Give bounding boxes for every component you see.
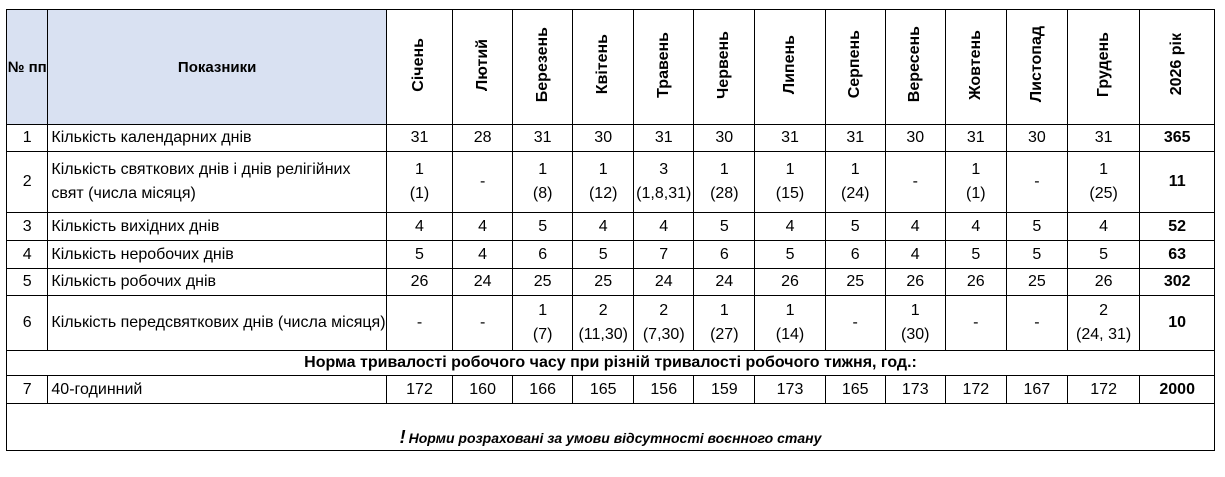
month-value: 172 (386, 376, 452, 404)
month-label: Серпень (846, 30, 864, 99)
month-value (513, 296, 573, 351)
table-row (7, 125, 1215, 152)
header-year-total (1140, 10, 1215, 125)
month-value (513, 125, 573, 152)
note-row (7, 404, 1215, 451)
value-line: 6 (850, 245, 860, 263)
value-line: 1 (971, 161, 981, 178)
month-label: Вересень (906, 26, 924, 103)
month-value (755, 269, 825, 296)
exclamation-icon: ! (399, 427, 406, 447)
month-value (825, 241, 885, 269)
value-line: 25 (533, 273, 552, 290)
month-label: Грудень (1094, 31, 1112, 98)
working-time-table (6, 9, 1215, 451)
month-label: Квітень (594, 34, 612, 95)
value-line: (27) (710, 326, 739, 343)
month-value (634, 241, 694, 269)
month-value (694, 296, 755, 351)
month-value (386, 269, 452, 296)
month-value (945, 152, 1006, 213)
value-line: 31 (654, 129, 673, 146)
value-line: (7,30) (642, 326, 685, 343)
month-value (694, 125, 755, 152)
value-line: 5 (538, 217, 548, 235)
month-value (694, 213, 755, 241)
norm-row (7, 376, 1215, 404)
row-indicator: Кількість календарних днів (48, 125, 386, 152)
value-line: (15) (775, 185, 805, 202)
value-line: 26 (1094, 273, 1113, 290)
value-line: 5 (850, 217, 860, 235)
year-total-value: 10 (1140, 296, 1215, 351)
year-total-value: 365 (1140, 125, 1215, 152)
value-line: 25 (846, 273, 865, 290)
value-line: 4 (659, 217, 669, 235)
value-line: - (973, 314, 979, 331)
value-line: 24 (654, 273, 673, 290)
month-label: Січень (410, 37, 428, 92)
month-value (386, 125, 452, 152)
header-month (755, 10, 825, 125)
month-value: 173 (885, 376, 945, 404)
value-line: 4 (415, 217, 424, 235)
month-value (453, 241, 513, 269)
month-value (573, 296, 634, 351)
value-line: 26 (781, 273, 799, 290)
month-value (694, 241, 755, 269)
month-value (573, 125, 634, 152)
month-value: 156 (634, 376, 694, 404)
month-value (825, 125, 885, 152)
month-value (513, 241, 573, 269)
month-value (453, 152, 513, 213)
value-line: 31 (533, 129, 552, 146)
month-value (1067, 241, 1139, 269)
table-row (7, 269, 1215, 296)
month-value (694, 269, 755, 296)
header-month (825, 10, 885, 125)
table-body (7, 125, 1215, 451)
year-total-value: 302 (1140, 269, 1215, 296)
header-month (453, 10, 513, 125)
month-value (634, 125, 694, 152)
row-number: 2 (7, 152, 48, 213)
value-line: - (1034, 173, 1040, 190)
value-line: 25 (594, 273, 613, 290)
value-line: 4 (910, 217, 920, 235)
value-line: - (1034, 314, 1040, 331)
value-line: 31 (781, 129, 799, 146)
month-value (755, 152, 825, 213)
month-label: Липень (781, 34, 799, 95)
month-value (386, 241, 452, 269)
value-line: 7 (659, 245, 669, 263)
table-row (7, 241, 1215, 269)
value-line: 5 (598, 245, 608, 263)
value-line: - (479, 314, 486, 331)
value-line: 1 (719, 161, 729, 178)
header-month (1006, 10, 1067, 125)
month-value (453, 269, 513, 296)
value-line: 4 (598, 217, 608, 235)
month-value (573, 269, 634, 296)
row-indicator: Кількість передсвяткових днів (числа місяця) (48, 296, 386, 351)
month-value (1006, 296, 1067, 351)
month-value (755, 125, 825, 152)
value-line: 1 (850, 161, 860, 178)
month-value: 165 (825, 376, 885, 404)
header-month (386, 10, 452, 125)
month-label: Жовтень (966, 29, 984, 100)
month-value (945, 296, 1006, 351)
month-value: 166 (513, 376, 573, 404)
value-line: 5 (415, 245, 424, 263)
value-line: 26 (906, 273, 925, 290)
header-row (7, 10, 1215, 125)
value-line: 24 (473, 273, 492, 290)
value-line: 1 (538, 302, 548, 319)
row-number: 4 (7, 241, 48, 269)
month-value (513, 152, 573, 213)
value-line: (25) (1089, 185, 1118, 202)
month-value (945, 269, 1006, 296)
year-total-value: 63 (1140, 241, 1215, 269)
value-line: 1 (538, 161, 548, 178)
header-number: № пп (7, 10, 48, 125)
value-line: 4 (1099, 217, 1109, 235)
value-line: 26 (966, 273, 985, 290)
month-value: 165 (573, 376, 634, 404)
month-value (885, 296, 945, 351)
month-value: 172 (1067, 376, 1139, 404)
value-line: 30 (906, 129, 925, 146)
month-value (945, 241, 1006, 269)
month-value: 173 (755, 376, 825, 404)
month-value (755, 241, 825, 269)
month-value (634, 152, 694, 213)
month-value (885, 241, 945, 269)
month-value (453, 125, 513, 152)
month-value (386, 152, 452, 213)
value-line: 5 (785, 245, 795, 263)
month-value (453, 213, 513, 241)
month-value (1067, 152, 1139, 213)
row-indicator: Кількість робочих днів (48, 269, 386, 296)
month-label: Червень (715, 30, 733, 99)
month-value: 172 (945, 376, 1006, 404)
month-value (945, 213, 1006, 241)
month-value (885, 269, 945, 296)
month-value (1006, 269, 1067, 296)
value-line: - (416, 314, 423, 331)
month-value (453, 296, 513, 351)
month-label: Листопад (1027, 26, 1045, 103)
value-line: 6 (538, 245, 548, 263)
value-line: 31 (846, 129, 865, 146)
month-value (634, 296, 694, 351)
month-value (573, 213, 634, 241)
value-line: 5 (1032, 217, 1042, 235)
row-indicator: Кількість неробочих днів (48, 241, 386, 269)
month-value: 160 (453, 376, 513, 404)
value-line: - (912, 173, 918, 190)
norm-heading-row (7, 351, 1215, 376)
value-line: 4 (478, 217, 488, 235)
note-cell (7, 404, 1215, 451)
table-row (7, 296, 1215, 351)
value-line: (11,30) (578, 326, 628, 343)
value-line: 1 (1099, 161, 1109, 178)
month-value (1006, 152, 1067, 213)
row-indicator: Кількість вихідних днів (48, 213, 386, 241)
value-line: (24) (840, 185, 870, 202)
month-value (1006, 213, 1067, 241)
month-label: Березень (533, 26, 551, 103)
header-month (573, 10, 634, 125)
month-value (1006, 241, 1067, 269)
month-value (755, 213, 825, 241)
row-number: 3 (7, 213, 48, 241)
value-line: 31 (966, 129, 985, 146)
year-total-value: 52 (1140, 213, 1215, 241)
value-line: 4 (910, 245, 920, 263)
value-line: 4 (785, 217, 795, 235)
table-row (7, 152, 1215, 213)
value-line: - (852, 314, 858, 331)
norm-heading: Норма тривалості робочого часу при різній тривалості робочого тижня, год.: (7, 351, 1215, 376)
value-line: 26 (410, 273, 429, 290)
month-value (513, 213, 573, 241)
note-text: Норми розраховані за умови відсутності воєнного стану (408, 430, 822, 446)
month-value (885, 213, 945, 241)
month-value (386, 213, 452, 241)
row-number: 7 (7, 376, 48, 404)
month-value (825, 269, 885, 296)
value-line: 4 (971, 217, 981, 235)
header-month (885, 10, 945, 125)
header-indicators: Показники (48, 10, 386, 125)
month-value (885, 125, 945, 152)
value-line: 1 (785, 302, 795, 319)
value-line: 3 (659, 161, 669, 178)
month-value (945, 125, 1006, 152)
month-value (634, 213, 694, 241)
value-line: 25 (1027, 273, 1046, 290)
month-value (634, 269, 694, 296)
header-month (634, 10, 694, 125)
month-value: 167 (1006, 376, 1067, 404)
value-line: (1) (409, 185, 430, 202)
year-total-value: 2000 (1140, 376, 1215, 404)
month-value (1067, 296, 1139, 351)
value-line: 1 (910, 302, 920, 319)
month-label: Лютий (473, 38, 491, 91)
value-line: 4 (478, 245, 488, 263)
month-value (1006, 125, 1067, 152)
month-value: 159 (694, 376, 755, 404)
value-line: 6 (719, 245, 729, 263)
month-value (1067, 213, 1139, 241)
value-line: 1 (785, 161, 795, 178)
header-month (513, 10, 573, 125)
row-indicator: 40-годинний (48, 376, 386, 404)
value-line: (14) (775, 326, 805, 343)
value-line: (30) (901, 326, 930, 343)
month-label: Травень (654, 31, 672, 98)
value-line: 5 (971, 245, 981, 263)
value-line: 28 (473, 129, 492, 146)
row-number: 1 (7, 125, 48, 152)
value-line: 31 (1094, 129, 1113, 146)
month-value (825, 296, 885, 351)
month-value (573, 241, 634, 269)
calendar-table-wrapper (6, 9, 1215, 451)
year-total-label: 2026 рік (1168, 33, 1186, 96)
value-line: 30 (715, 129, 734, 146)
row-indicator: Кількість святкових днів і днів релігійних свят (числа місяця) (48, 152, 386, 213)
month-value (1067, 125, 1139, 152)
value-line: 31 (410, 129, 429, 146)
value-line: 1 (719, 302, 729, 319)
header-month (945, 10, 1006, 125)
value-line: (8) (532, 185, 553, 202)
month-value (825, 213, 885, 241)
value-line: 1 (415, 161, 424, 178)
value-line: (28) (710, 185, 739, 202)
month-value (825, 152, 885, 213)
month-value (1067, 269, 1139, 296)
header-month (694, 10, 755, 125)
year-total-value: 11 (1140, 152, 1215, 213)
value-line: (1) (966, 185, 986, 202)
row-number: 5 (7, 269, 48, 296)
value-line: - (479, 173, 486, 190)
value-line: 24 (715, 273, 734, 290)
value-line: (12) (588, 185, 618, 202)
month-value (513, 269, 573, 296)
month-value (386, 296, 452, 351)
month-value (694, 152, 755, 213)
value-line: 1 (598, 161, 608, 178)
value-line: 2 (659, 302, 669, 319)
value-line: 5 (1099, 245, 1109, 263)
value-line: (24, 31) (1076, 326, 1132, 343)
value-line: 30 (1027, 129, 1046, 146)
value-line: 5 (719, 217, 729, 235)
value-line: 30 (594, 129, 613, 146)
value-line: (1,8,31) (636, 185, 692, 202)
value-line: (7) (532, 326, 553, 343)
table-row (7, 213, 1215, 241)
row-number: 6 (7, 296, 48, 351)
value-line: 2 (598, 302, 608, 319)
month-value (885, 152, 945, 213)
value-line: 5 (1032, 245, 1042, 263)
header-month (1067, 10, 1139, 125)
month-value (573, 152, 634, 213)
month-value (755, 296, 825, 351)
value-line: 2 (1099, 302, 1109, 319)
